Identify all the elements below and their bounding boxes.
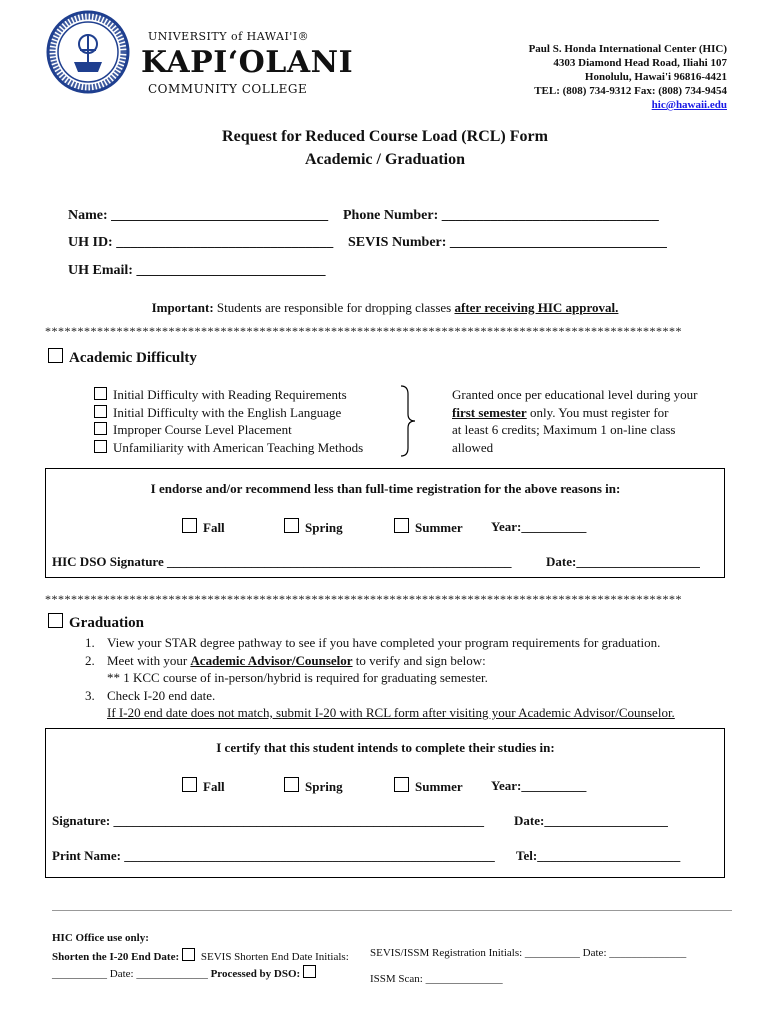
reason-item [94, 404, 363, 422]
sevis-number-field[interactable]: SEVIS Number: _______________________________ [348, 235, 667, 250]
important-text: Students are responsible for dropping classes [216, 300, 452, 315]
dso-signature-field[interactable]: HIC DSO Signature _____________________________________________________ [52, 554, 512, 569]
list-item [85, 652, 735, 670]
reason-label: Improper Course Level Placement [113, 422, 292, 437]
reason-item [94, 421, 363, 439]
uh-email-field[interactable]: UH Email: ___________________________ [68, 263, 326, 278]
shorten-end-date-checkbox[interactable] [182, 948, 195, 961]
graduation-checkbox[interactable] [48, 613, 63, 628]
term-fall-option[interactable] [182, 777, 225, 795]
academic-difficulty-heading [48, 348, 197, 367]
academic-reasons-list [94, 386, 363, 456]
divider [52, 910, 732, 911]
step-number: 3. [85, 687, 95, 703]
reason-checkbox[interactable] [94, 440, 107, 453]
processed-row [52, 965, 322, 980]
year-field[interactable]: Year:__________ [491, 778, 587, 793]
reason-checkbox[interactable] [94, 387, 107, 400]
contact-email-link[interactable]: hic@hawaii.edu [651, 99, 727, 111]
advisor-emphasis: Academic Advisor/Counselor [190, 652, 353, 668]
term-summer-option[interactable] [394, 777, 463, 795]
academic-note [452, 386, 697, 456]
important-emphasis: after receiving HIC approval. [454, 300, 619, 315]
step-text: Check I-20 end date. [107, 687, 216, 703]
reason-item [94, 439, 363, 457]
list-item [85, 634, 735, 652]
advisor-certification-heading: I certify that this student intends to complete their studies in: [216, 740, 555, 755]
graduation-steps [85, 634, 735, 722]
step-text: Meet with your [107, 652, 191, 668]
dso-date-field[interactable]: Date:___________________ [546, 554, 700, 569]
term-summer-option[interactable] [394, 518, 463, 536]
step-text: to verify and sign below: [352, 652, 486, 668]
shorten-end-date-row [52, 948, 349, 963]
important-note [0, 300, 770, 316]
right-brace-icon [398, 384, 418, 458]
spring-label: Spring [305, 520, 343, 535]
fall-checkbox[interactable] [182, 777, 197, 792]
logo-community-college: COMMUNITY COLLEGE [148, 82, 308, 96]
step-number: 2. [85, 652, 95, 668]
step-text: View your STAR degree pathway to see if you have completed your program requirements for graduation. [107, 635, 661, 650]
academic-note-line: Granted once per educational level during your [452, 387, 698, 402]
separator-stars: ************************************************************************************************** [45, 324, 682, 338]
academic-note-line: allowed [452, 439, 494, 455]
academic-difficulty-checkbox[interactable] [48, 348, 63, 363]
important-label: Important: [151, 300, 214, 315]
first-semester-emphasis: first semester [452, 404, 527, 420]
contact-line: 4303 Diamond Head Road, Iliahi 107 [553, 57, 727, 69]
office-date-field[interactable]: __________ Date: _____________ [52, 968, 208, 980]
contact-block [529, 42, 727, 112]
spring-checkbox[interactable] [284, 518, 299, 533]
spring-checkbox[interactable] [284, 777, 299, 792]
reason-label: Initial Difficulty with the English Language [113, 404, 342, 420]
advisor-signature-field[interactable]: Signature: _________________________________________________________ [52, 813, 485, 828]
summer-checkbox[interactable] [394, 518, 409, 533]
summer-checkbox[interactable] [394, 777, 409, 792]
spring-label: Spring [305, 779, 343, 794]
step-note: ** 1 KCC course of in-person/hybrid is required for graduating semester. [107, 670, 488, 685]
term-spring-option[interactable] [284, 518, 343, 536]
reason-item [94, 386, 363, 404]
reason-checkbox[interactable] [94, 405, 107, 418]
shorten-end-date-label: Shorten the I-20 End Date: [52, 951, 180, 963]
name-field[interactable]: Name: _______________________________ [68, 208, 329, 223]
reason-label: Initial Difficulty with Reading Requirements [113, 387, 347, 402]
list-item [85, 687, 735, 705]
sevis-registration-field[interactable]: SEVIS/ISSM Registration Initials: __________ Date: ______________ [370, 947, 687, 959]
logo-university-text: UNIVERSITY of HAWAI'I® [148, 30, 310, 43]
reason-checkbox[interactable] [94, 422, 107, 435]
sevis-shorten-initials-field[interactable]: SEVIS Shorten End Date Initials: [200, 951, 349, 963]
dso-endorsement-heading: I endorse and/or recommend less than full-time registration for the above reasons in: [150, 481, 621, 496]
contact-line: Paul S. Honda International Center (HIC) [528, 43, 727, 55]
graduation-label: Graduation [69, 615, 145, 631]
fall-label: Fall [203, 779, 225, 794]
academic-note-line [452, 404, 697, 422]
step-note-underlined: If I-20 end date does not match, submit I-20 with RCL form after visiting your Academic Advisor/Counselor. [107, 705, 675, 720]
academic-difficulty-label: Academic Difficulty [69, 350, 197, 366]
summer-label: Summer [415, 520, 463, 535]
contact-line: Honolulu, Hawai'i 96816-4421 [584, 71, 727, 83]
advisor-date-field[interactable]: Date:___________________ [514, 813, 668, 828]
contact-line: TEL: (808) 734-9312 Fax: (808) 734-9454 [534, 85, 727, 97]
processed-by-dso-checkbox[interactable] [303, 965, 316, 978]
tel-field[interactable]: Tel:______________________ [516, 848, 681, 863]
issm-scan-field[interactable]: ISSM Scan: ______________ [370, 973, 503, 985]
logo-college-name: KAPIʻOLANI [141, 45, 354, 80]
phone-field[interactable]: Phone Number: _______________________________ [343, 208, 659, 223]
summer-label: Summer [415, 779, 463, 794]
form-subtitle: Academic / Graduation [305, 151, 465, 168]
uhid-field[interactable]: UH ID: _______________________________ [68, 235, 334, 250]
fall-checkbox[interactable] [182, 518, 197, 533]
year-field[interactable]: Year:__________ [491, 519, 587, 534]
processed-by-dso-label: Processed by DSO: [210, 968, 301, 980]
academic-note-text: only. You must register for [526, 404, 669, 420]
term-fall-option[interactable] [182, 518, 225, 536]
reason-label: Unfamiliarity with American Teaching Methods [113, 439, 364, 455]
college-seal-logo [46, 10, 130, 94]
form-title: Request for Reduced Course Load (RCL) Form [222, 128, 548, 145]
academic-note-line: at least 6 credits; Maximum 1 on-line class [452, 422, 676, 437]
office-use-title: HIC Office use only: [52, 932, 149, 944]
term-spring-option[interactable] [284, 777, 343, 795]
print-name-field[interactable]: Print Name: _________________________________________________________ [52, 848, 495, 863]
fall-label: Fall [203, 520, 225, 535]
separator-stars: ************************************************************************************************** [45, 592, 682, 606]
step-number: 1. [85, 635, 95, 650]
graduation-heading [48, 613, 144, 632]
